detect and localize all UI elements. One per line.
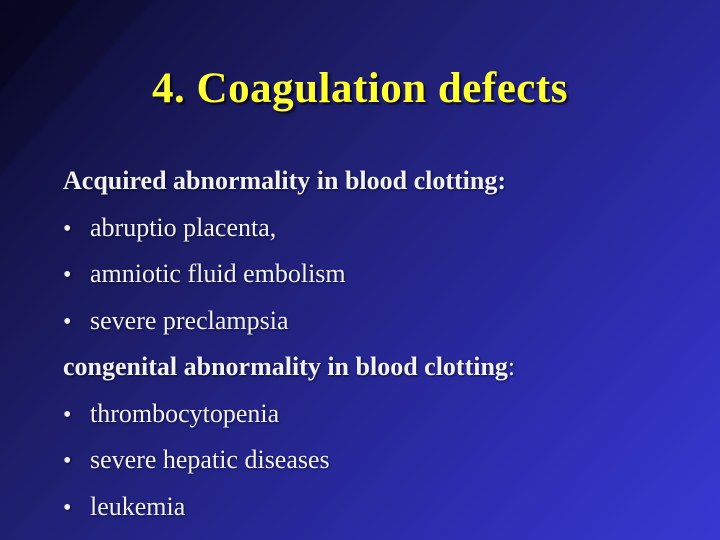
bullet-item-label: severe hepatic diseases — [90, 445, 330, 474]
section-heading-congenital-text: congenital abnormality in blood clotting — [63, 352, 508, 381]
bullet-item-label: thrombocytopenia — [90, 398, 280, 428]
bullet-item-label: severe preclampsia — [90, 305, 289, 335]
bullet-item-severe-preclampsia — [63, 298, 700, 345]
bullet-item-amniotic-fluid-embolism — [63, 251, 700, 298]
bullet-item-leukemia — [63, 484, 700, 531]
bullet-item-label: leukemia — [90, 491, 186, 521]
bullet-dot-icon: • — [63, 494, 72, 521]
bullet-dot-icon: • — [63, 401, 72, 428]
bullet-dot-icon: • — [63, 215, 72, 242]
bullet-dot-icon: • — [63, 308, 72, 335]
slide-body — [63, 158, 700, 530]
bullet-item-severe-hepatic-diseases — [63, 437, 700, 484]
bullet-item-thrombocytopenia — [63, 391, 700, 438]
slide-title: 4. Coagulation defects — [152, 65, 568, 112]
bullet-dot-icon: • — [63, 262, 72, 288]
bullet-item-label: abruptio placenta, — [90, 212, 277, 242]
bullet-dot-icon: • — [63, 448, 72, 474]
section-heading-congenital-suffix: : — [507, 352, 516, 381]
section-heading-congenital — [63, 344, 700, 391]
section-heading-acquired-text: Acquired abnormality in blood clotting: — [63, 166, 507, 195]
bullet-item-abruptio-placenta — [63, 205, 700, 252]
bullet-item-label: amniotic fluid embolism — [90, 259, 346, 288]
section-heading-acquired — [63, 158, 700, 205]
